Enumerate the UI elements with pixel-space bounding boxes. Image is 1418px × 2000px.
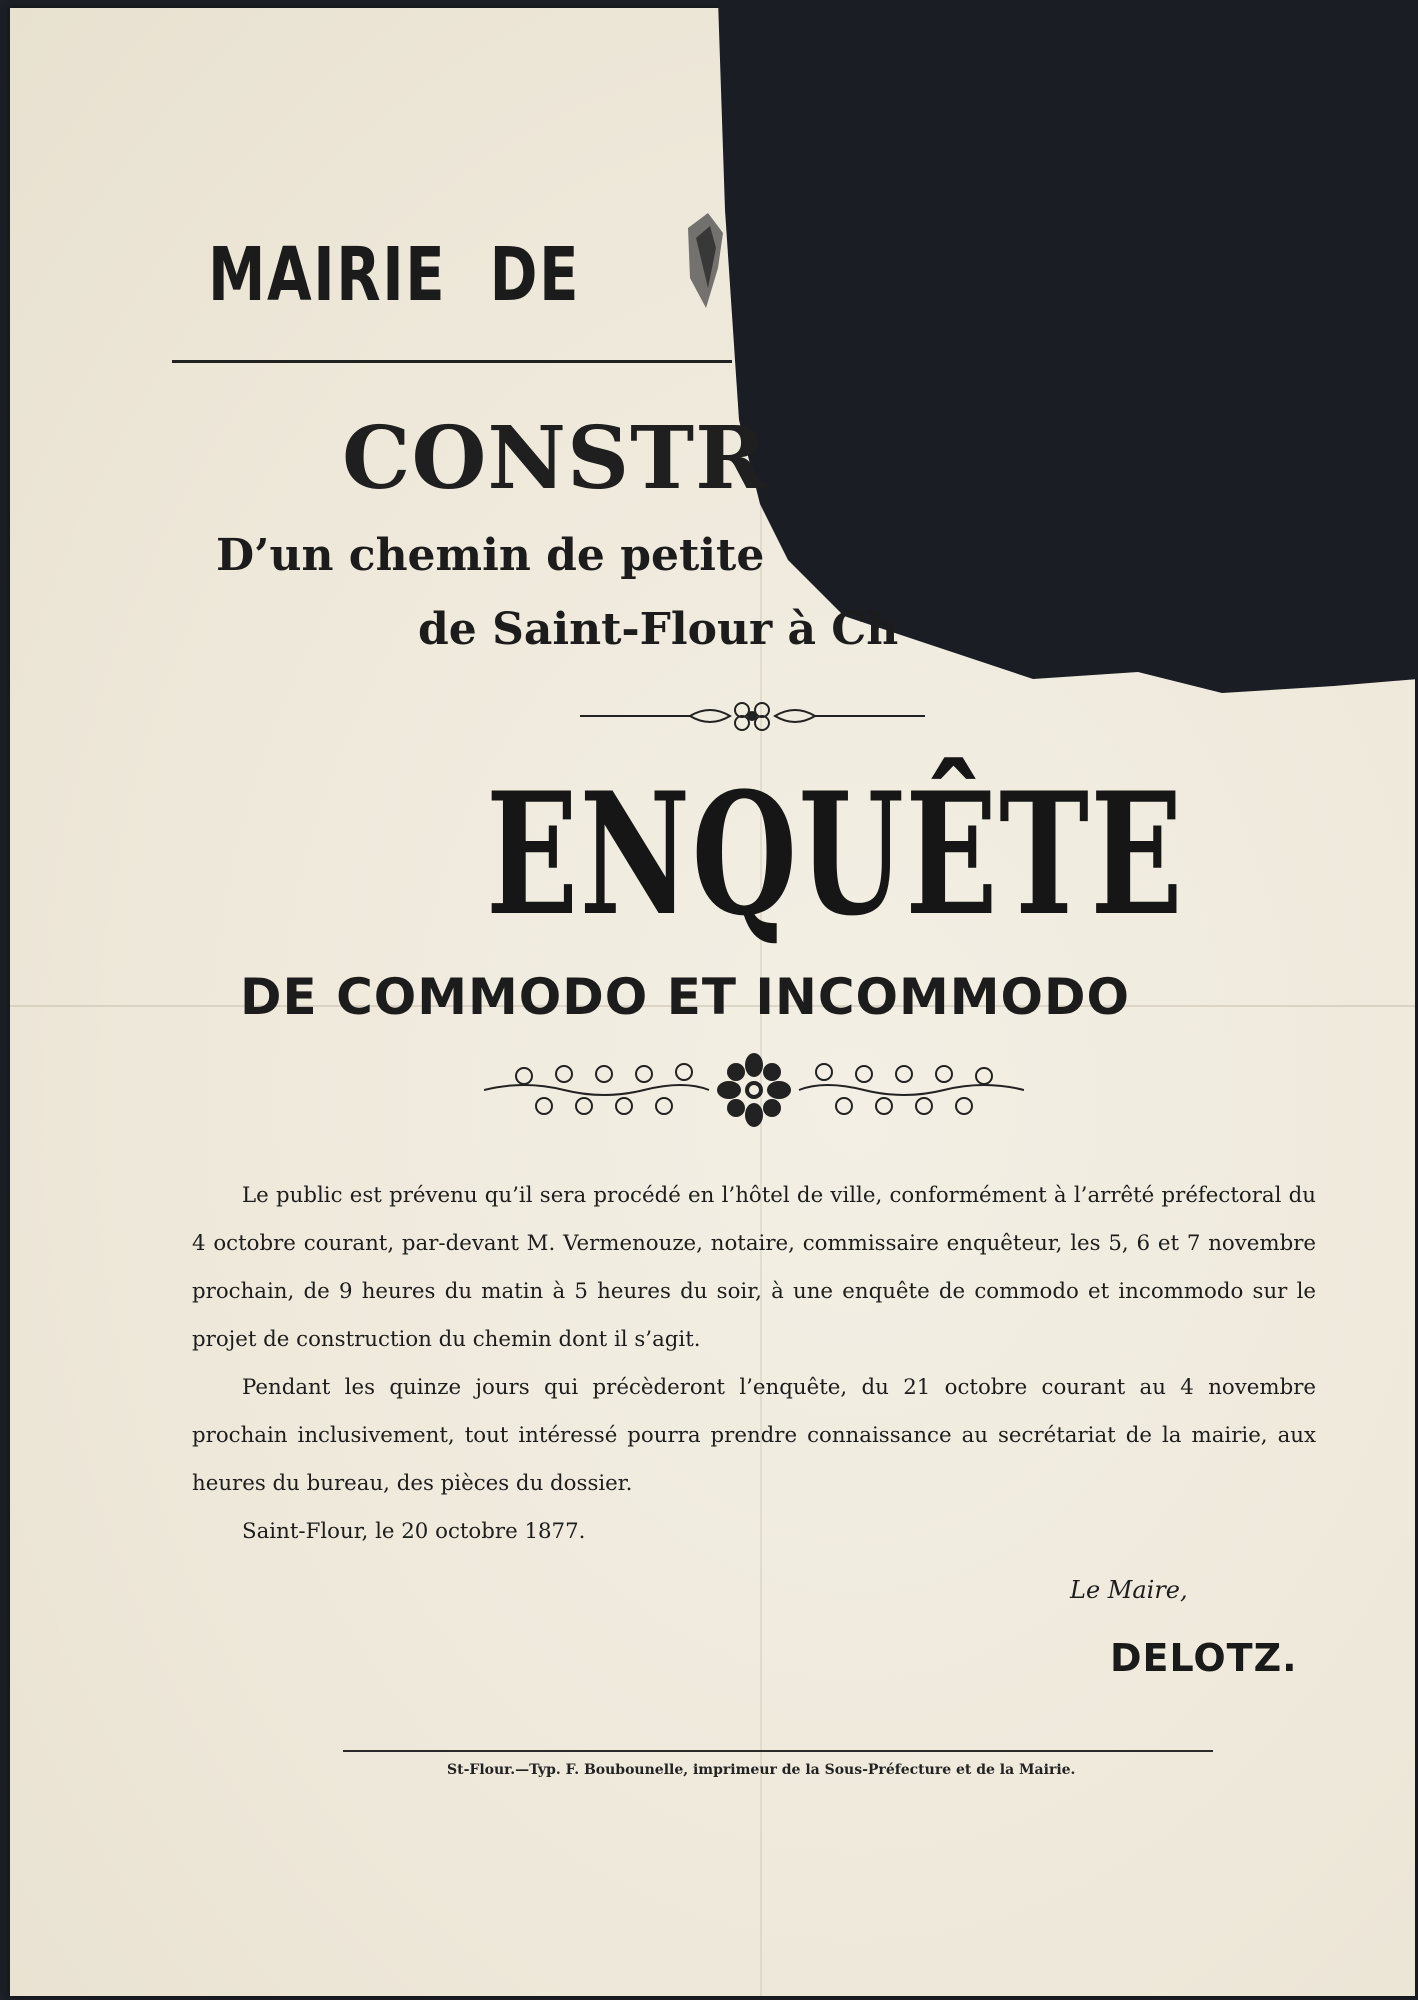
footer-rule bbox=[343, 1750, 1213, 1752]
ornament-divider-icon bbox=[580, 696, 925, 736]
printer-imprint: St-Flour.—Typ. F. Boubounelle, imprimeur de la Sous-Préfecture et de la Mairie. bbox=[447, 1762, 1076, 1778]
commodo-subtitle: DE COMMODO ET INCOMMODO bbox=[240, 968, 1131, 1026]
notice-body bbox=[192, 1172, 1316, 1556]
mairie-heading: MAIRIE DE bbox=[208, 232, 581, 318]
signature-label: Le Maire, bbox=[1070, 1576, 1188, 1604]
subtitle-line-1: D’un chemin de petite bbox=[216, 530, 765, 581]
paragraph-consultation: Pendant les quinze jours qui précèderont l’enquête, du 21 octobre courant au 4 novembre prochain inclusivement, tout intéressé pourra prendre connaissance au secrétariat de la mairie, aux heures du bureau, des pièces du dossier. bbox=[192, 1375, 1316, 1496]
place-date: Saint-Flour, le 20 octobre 1877. bbox=[242, 1519, 586, 1544]
signature-name: DELOTZ. bbox=[1110, 1636, 1298, 1680]
paragraph-announcement: Le public est prévenu qu’il sera procédé en l’hôtel de ville, conformément à l’arrêté préfectoral du 4 octobre courant, par-devant M. Vermenouze, notaire, commissaire enquêteur, les 5, 6 et 7 novembre prochain, de 9 heures du matin à 5 heures du soir, à une enquête de commodo et incommodo sur le projet de construction du chemin dont il s’agit. bbox=[192, 1183, 1316, 1352]
floral-ornament-icon bbox=[484, 1050, 1024, 1130]
coat-of-arms-icon bbox=[678, 208, 738, 318]
enquete-title: ENQUÊTE bbox=[486, 755, 1185, 953]
torn-area bbox=[718, 0, 1418, 700]
subtitle-line-2: de Saint-Flour à Ch bbox=[418, 604, 899, 655]
construction-title: CONSTR bbox=[342, 408, 768, 509]
header-rule bbox=[172, 360, 732, 363]
